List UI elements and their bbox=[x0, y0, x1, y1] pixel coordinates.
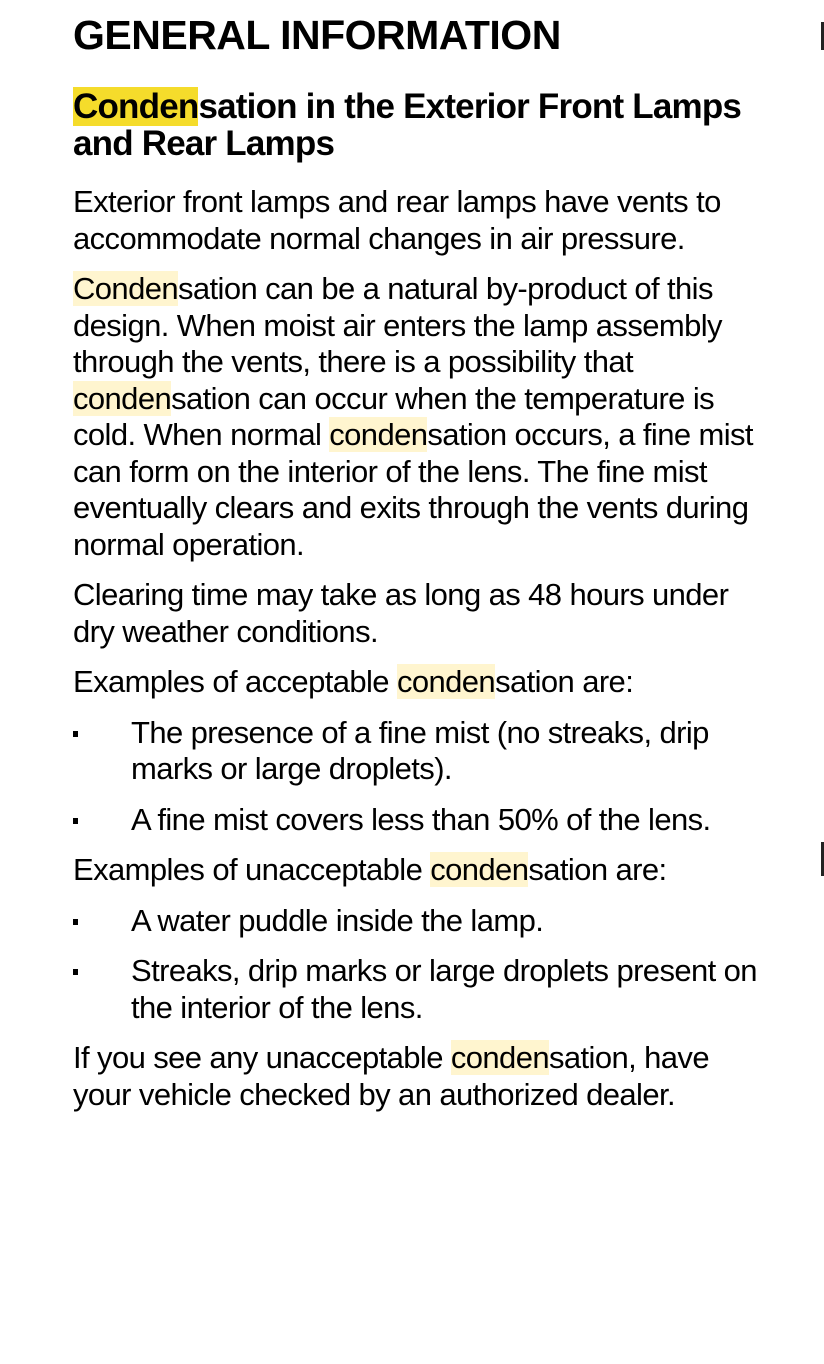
bullet-icon bbox=[73, 919, 78, 925]
bullet-icon bbox=[73, 969, 78, 975]
list-item bbox=[73, 953, 763, 1026]
paragraph-text: If you see any unacceptable bbox=[73, 1040, 451, 1075]
search-match[interactable]: Conden bbox=[73, 271, 178, 306]
paragraph-dealer-advice bbox=[73, 1040, 763, 1113]
topic-title bbox=[73, 88, 763, 162]
paragraph-text: sation, have your vehicle checked by an authorized dealer. bbox=[73, 1040, 709, 1112]
list-item bbox=[73, 802, 763, 839]
paragraph-text: sation can occur when the temperature is cold. When normal bbox=[73, 380, 715, 452]
bullet-icon bbox=[73, 731, 78, 737]
paragraph-text: sation are: bbox=[495, 664, 634, 699]
paragraph-unacceptable-intro bbox=[73, 852, 763, 889]
paragraph-text: Examples of unacceptable bbox=[73, 852, 431, 887]
unacceptable-list bbox=[73, 903, 763, 1027]
topic-title-text: sation in the Exterior Front Lamps and Rear Lamps bbox=[73, 87, 742, 163]
manual-page bbox=[73, 12, 763, 1127]
paragraph-condensation-cause bbox=[73, 271, 763, 563]
bullet-icon bbox=[73, 818, 78, 824]
search-match[interactable]: conden bbox=[396, 664, 496, 699]
search-match[interactable]: conden bbox=[73, 380, 172, 416]
paragraph-text: Examples of acceptable bbox=[73, 664, 397, 699]
paragraph-acceptable-intro bbox=[73, 664, 763, 701]
list-item-text: The presence of a fine mist (no streaks, drip marks or large droplets). bbox=[131, 714, 709, 786]
section-heading: GENERAL INFORMATION bbox=[73, 12, 561, 58]
paragraph-vents: Exterior front lamps and rear lamps have vents to accommodate normal changes in air pressure. bbox=[73, 184, 721, 256]
list-item-text: Streaks, drip marks or large droplets present on the interior of the lens. bbox=[131, 953, 757, 1025]
list-item bbox=[73, 715, 763, 788]
paragraph-text: sation occurs, a fine mist can form on the interior of the lens. The fine mist eventually clears and exits through the vents during normal operation. bbox=[73, 417, 753, 562]
paragraph-clearing-time: Clearing time may take as long as 48 hours under dry weather conditions. bbox=[73, 577, 729, 649]
search-match[interactable]: conden bbox=[329, 417, 428, 452]
paragraph-text: sation are: bbox=[528, 852, 667, 887]
search-match[interactable]: conden bbox=[430, 852, 529, 887]
list-item-text: A water puddle inside the lamp. bbox=[131, 902, 544, 938]
search-match-active[interactable]: Conden bbox=[73, 87, 199, 126]
list-item bbox=[73, 903, 763, 940]
acceptable-list bbox=[73, 715, 763, 839]
list-item-text: A fine mist covers less than 50% of the lens. bbox=[131, 801, 711, 837]
search-match[interactable]: conden bbox=[450, 1040, 549, 1075]
paragraph-text: sation can be a natural by-product of this design. When moist air enters the lamp assembly through the vents, there is a possibility that bbox=[73, 271, 722, 379]
